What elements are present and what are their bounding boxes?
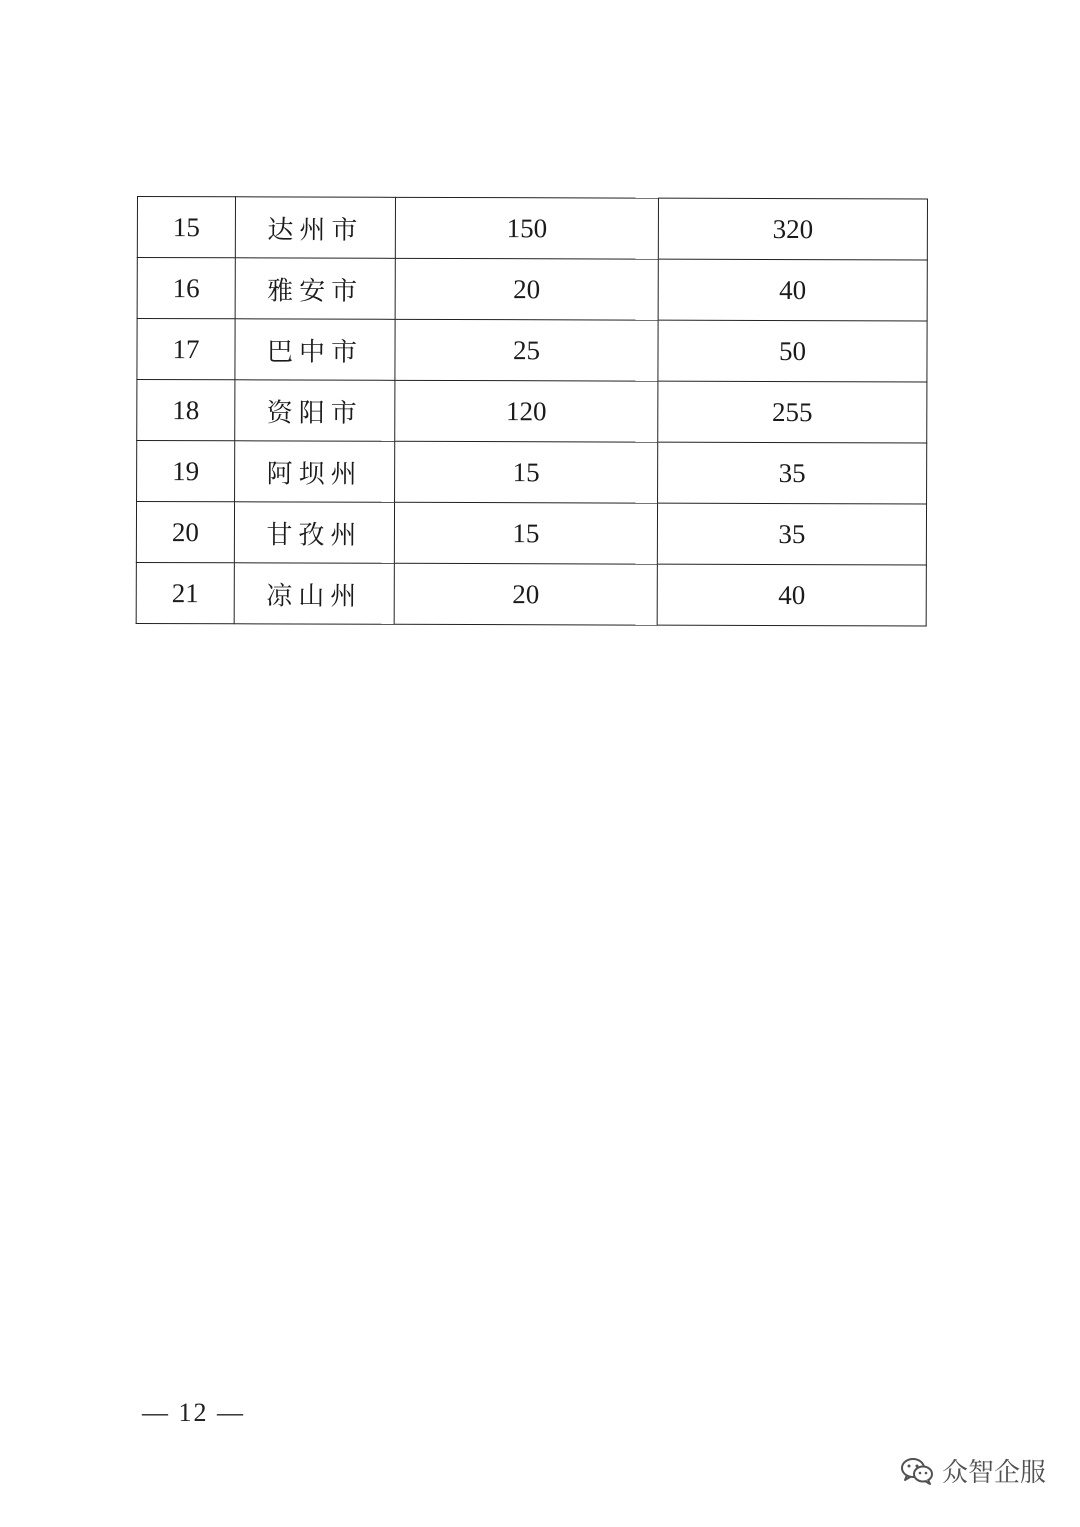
city-cell: 资阳市	[235, 380, 395, 442]
table-row	[137, 197, 927, 260]
value-a-cell: 20	[395, 258, 658, 320]
city-cell: 达州市	[235, 197, 395, 259]
value-b-cell: 40	[657, 564, 926, 626]
wechat-icon	[900, 1456, 934, 1486]
value-a-cell: 25	[395, 319, 658, 381]
city-cell: 甘孜州	[234, 502, 394, 564]
row-index-cell: 15	[137, 197, 235, 258]
table-row	[136, 562, 926, 625]
row-index-cell: 20	[136, 502, 234, 563]
value-a-cell: 20	[394, 563, 657, 625]
value-b-cell: 35	[658, 442, 927, 504]
row-index-cell: 16	[137, 258, 235, 319]
city-cell: 雅安市	[235, 258, 395, 320]
table-row	[137, 380, 927, 443]
row-index-cell: 18	[137, 380, 235, 441]
value-a-cell: 150	[395, 197, 658, 259]
value-b-cell: 320	[658, 198, 927, 260]
row-index-cell: 17	[137, 319, 235, 380]
value-b-cell: 35	[657, 503, 926, 565]
value-b-cell: 40	[658, 259, 927, 321]
city-cell: 凉山州	[234, 563, 394, 625]
table-row	[137, 258, 927, 321]
value-a-cell: 120	[395, 380, 658, 442]
table-body	[136, 197, 927, 626]
data-table-container	[136, 196, 927, 626]
row-index-cell: 19	[137, 441, 235, 502]
page-number: — 12 —	[142, 1398, 245, 1427]
data-table	[136, 196, 928, 626]
value-a-cell: 15	[394, 502, 657, 564]
value-b-cell: 255	[658, 381, 927, 443]
value-a-cell: 15	[395, 441, 658, 503]
row-index-cell: 21	[136, 562, 234, 623]
value-b-cell: 50	[658, 320, 927, 382]
watermark-text: 众智企服	[941, 1458, 1046, 1488]
table-row	[137, 319, 927, 382]
watermark	[900, 1452, 1046, 1489]
city-cell: 阿坝州	[235, 441, 395, 503]
table-row	[137, 441, 927, 504]
table-row	[136, 502, 926, 565]
city-cell: 巴中市	[235, 319, 395, 381]
